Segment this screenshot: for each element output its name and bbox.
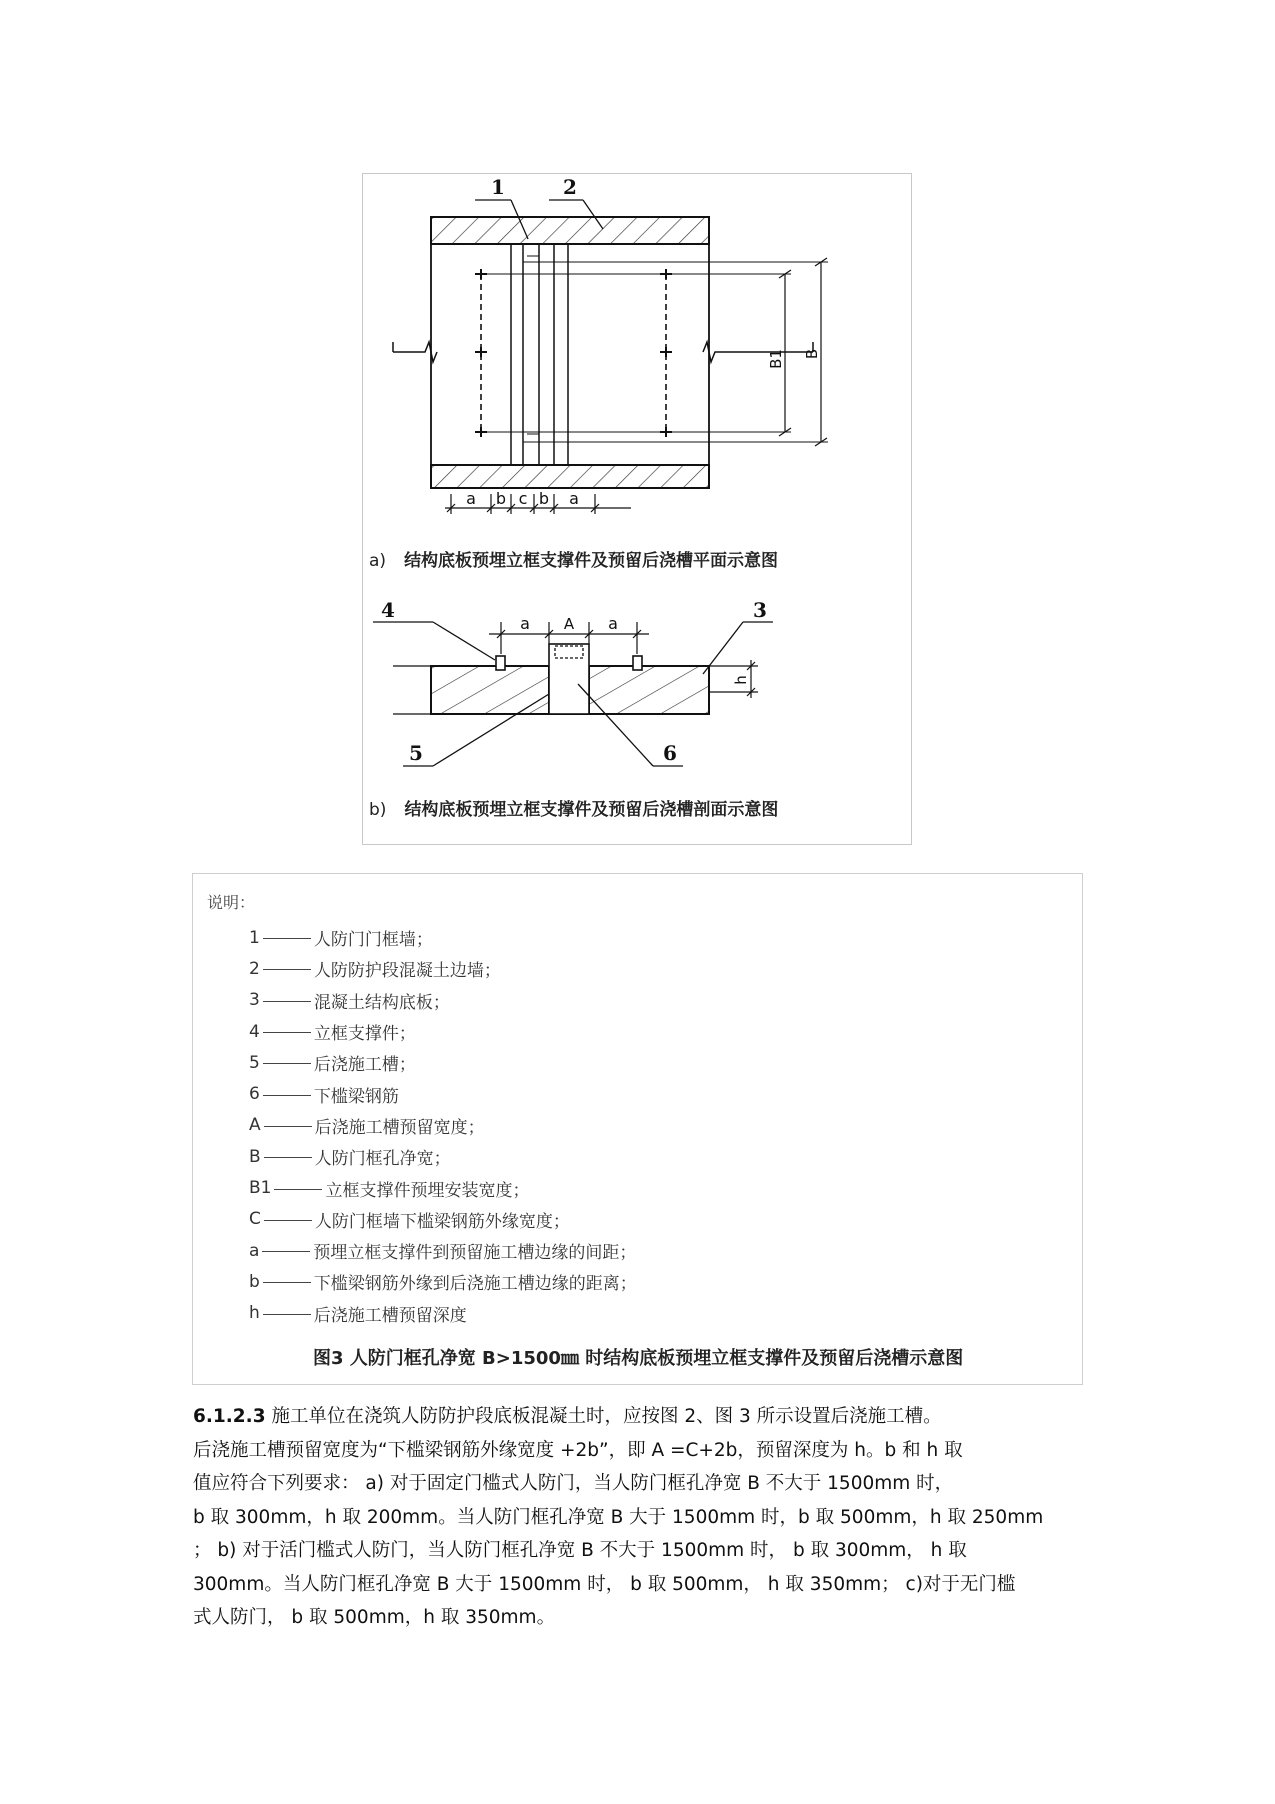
legend-box — [192, 873, 1083, 1385]
legend-dash — [263, 1314, 311, 1315]
legend-dash — [263, 1282, 311, 1283]
support-piece-left — [496, 656, 505, 670]
sec-dim-a-right: a — [608, 614, 618, 633]
section-number: 6.1.2.3 — [193, 1406, 266, 1427]
plan-caption-tag: a) — [369, 551, 387, 571]
legend-item — [249, 953, 637, 984]
legend-dash — [263, 1032, 311, 1033]
legend-dash — [274, 1189, 322, 1190]
legend-dash — [263, 1095, 311, 1096]
legend-title: 说明： — [207, 893, 256, 912]
legend-item — [249, 1172, 637, 1203]
legend-item — [249, 1266, 637, 1297]
legend-text: 人防防护段混凝土边墙； — [313, 961, 501, 982]
legend-key: 6 — [249, 1084, 260, 1105]
section-caption-tag: b) — [369, 800, 387, 820]
figure-frame — [362, 173, 912, 845]
dim-label-B1: B1 — [767, 349, 785, 369]
body-line: 式人防门， b 取 500mm，h 取 350mm。 — [193, 1607, 556, 1628]
legend-text: 立框支撑件； — [313, 1024, 416, 1045]
dim-b-right: b — [538, 489, 550, 508]
legend-key: 1 — [249, 927, 260, 948]
top-wall — [431, 217, 709, 244]
body-line-text: 施工单位在浇筑人防防护段底板混凝土时，应按图 2、图 3 所示设置后浇施工槽。 — [265, 1406, 942, 1427]
legend-dash — [262, 1251, 310, 1252]
dim-label-B: B — [803, 348, 821, 360]
legend-key: 2 — [249, 958, 260, 979]
dim-c: c — [518, 489, 528, 508]
body-line: 300mm。当人防门框孔净宽 B 大于 1500mm 时， b 取 500mm， h 取 350mm； c)对于无门槛 — [193, 1573, 1016, 1595]
body-paragraph — [193, 1400, 1085, 1635]
callout-6: 6 — [663, 741, 677, 765]
legend-item — [249, 1110, 637, 1141]
callout-1: 1 — [491, 175, 505, 199]
sec-dim-A: A — [563, 615, 575, 633]
legend-dash — [263, 938, 311, 939]
legend-key: a — [249, 1240, 260, 1261]
sec-dim-a-left: a — [520, 614, 530, 633]
legend-item — [249, 1235, 637, 1266]
callout-3: 3 — [753, 598, 767, 622]
legend-item — [249, 1016, 637, 1047]
legend-key: 3 — [249, 990, 260, 1011]
legend-key: b — [249, 1271, 260, 1292]
break-mark-right — [703, 342, 813, 362]
legend-text: 后浇施工槽预留深度 — [313, 1305, 467, 1326]
plan-caption-text: 结构底板预埋立框支撑件及预留后浇槽平面示意图 — [404, 551, 779, 571]
callout-5: 5 — [409, 741, 423, 765]
section-caption-text: 结构底板预埋立框支撑件及预留后浇槽剖面示意图 — [404, 800, 779, 820]
sec-dim-h: h — [732, 675, 750, 685]
body-line: 值应符合下列要求： a) 对于固定门槛式人防门，当人防门框孔净宽 B 不大于 1500mm 时， — [193, 1473, 954, 1494]
dim-a-right: a — [569, 489, 579, 508]
legend-dash — [264, 1220, 312, 1221]
support-marks — [475, 269, 672, 437]
figure-3-caption: 图3 人防门框孔净宽 B>1500㎜ 时结构底板预埋立框支撑件及预留后浇槽示意图 — [313, 1348, 964, 1369]
legend-text: 混凝土结构底板； — [313, 992, 450, 1013]
legend-dash — [264, 1126, 312, 1127]
legend-key: 5 — [249, 1052, 260, 1073]
body-line: b 取 300mm，h 取 200mm。当人防门框孔净宽 B 大于 1500mm 时，b 取 500mm，h 取 250mm — [193, 1506, 1044, 1528]
legend-item — [249, 1078, 637, 1109]
legend-dash — [263, 969, 311, 970]
legend-item — [249, 1047, 637, 1078]
legend-text: 后浇施工槽预留宽度； — [314, 1117, 485, 1138]
legend-key: 4 — [249, 1021, 260, 1042]
legend-dash — [263, 1063, 311, 1064]
legend-text: 下槛梁钢筋 — [313, 1086, 399, 1107]
legend-text: 人防门框墙下槛梁钢筋外缘宽度； — [314, 1211, 570, 1232]
legend-item — [249, 1298, 637, 1329]
body-line: ； b) 对于活门槛式人防门，当人防门框孔净宽 B 不大于 1500mm 时， b 取 300mm， h 取 — [193, 1540, 967, 1561]
legend-text: 人防门框孔净宽； — [314, 1149, 451, 1170]
body-line — [193, 1400, 1085, 1434]
legend-item — [249, 922, 637, 953]
legend-dash — [264, 1157, 312, 1158]
legend-key: C — [249, 1209, 261, 1230]
bottom-wall — [431, 465, 709, 488]
legend-item — [249, 1141, 637, 1172]
legend-key: A — [249, 1115, 261, 1136]
legend-key: h — [249, 1303, 260, 1324]
legend-text: 人防门门框墙； — [313, 930, 433, 951]
construction-diagram — [363, 174, 913, 846]
legend-key: B1 — [249, 1178, 272, 1199]
legend-text: 下槛梁钢筋外缘到后浇施工槽边缘的距离； — [313, 1274, 637, 1295]
legend-text: 立框支撑件预埋安装宽度； — [325, 1180, 530, 1201]
body-line: 后浇施工槽预留宽度为“下槛梁钢筋外缘宽度 +2b”，即 A =C+2b，预留深度为 h。b 和 h 取 — [193, 1439, 963, 1461]
callout-4: 4 — [381, 598, 395, 622]
support-piece-right — [633, 656, 642, 670]
legend-item — [249, 1204, 637, 1235]
legend-list — [249, 922, 637, 1329]
section-view — [373, 598, 773, 766]
legend-key: B — [249, 1146, 261, 1167]
section-caption — [369, 795, 778, 820]
callout-2: 2 — [563, 175, 577, 199]
legend-text: 预埋立框支撑件到预留施工槽边缘的间距； — [313, 1243, 637, 1264]
legend-dash — [263, 1001, 311, 1002]
dim-a-left: a — [466, 489, 476, 508]
plan-view — [393, 175, 828, 514]
legend-item — [249, 985, 637, 1016]
dim-b-left: b — [495, 489, 507, 508]
legend-text: 后浇施工槽； — [313, 1055, 416, 1076]
plan-caption — [369, 546, 778, 571]
